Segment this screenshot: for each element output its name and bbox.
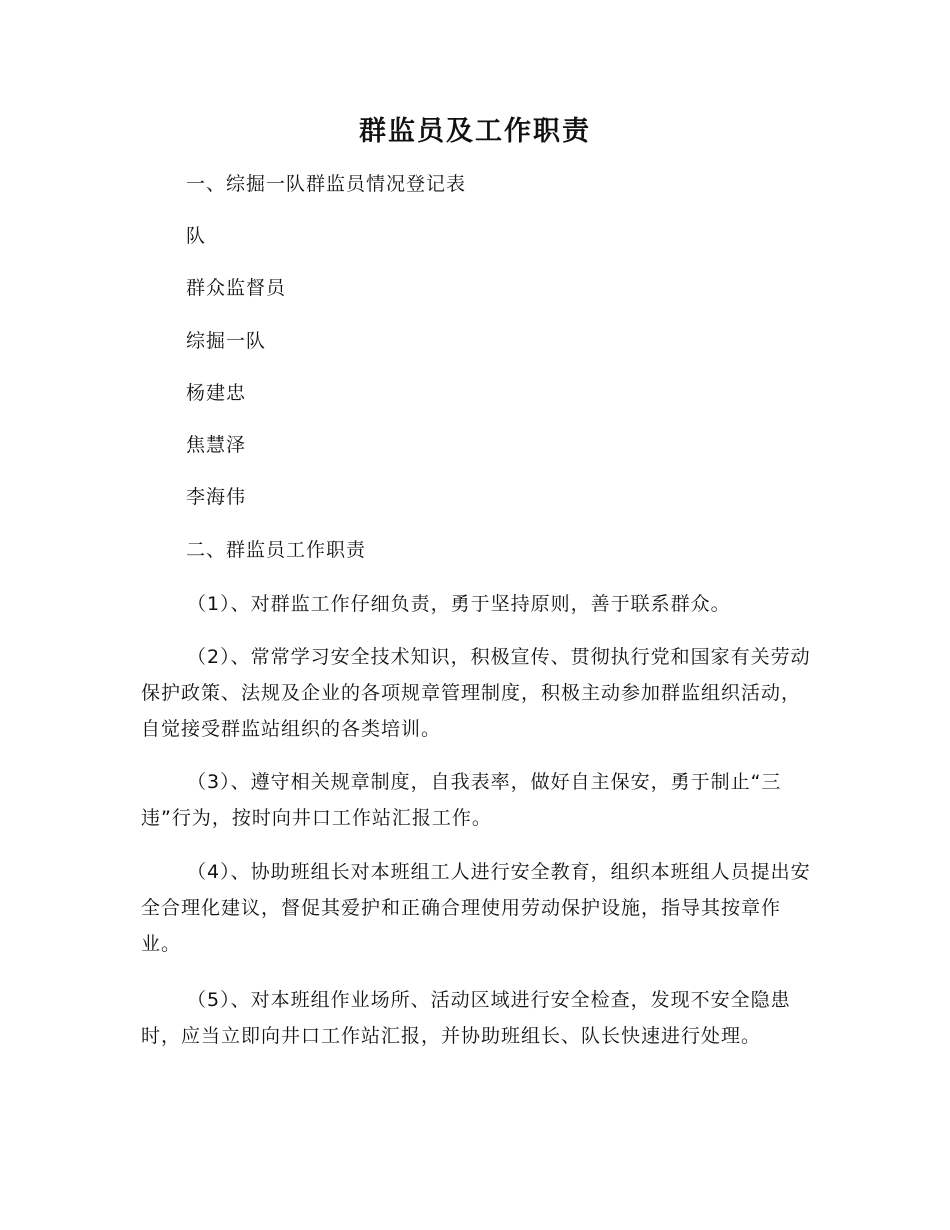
table-line-person: 杨建忠 [186, 382, 247, 404]
table-line-team-header: 队 [186, 225, 207, 247]
table-line-supervisor-header: 群众监督员 [186, 277, 287, 299]
duty-paragraph: （1）、对群监工作仔细负责，勇于坚持原则，善于联系群众。 [187, 593, 731, 615]
duty-paragraph: （2）、常常学习安全技术知识，积极宣传、贯彻执行党和国家有关劳动保护政策、法规及企业的各项规章管理制度，积极主动参加群监组织活动，自觉接受群监站组织的各类培训。 [141, 646, 811, 740]
duty-paragraph: （5）、对本班组作业场所、活动区域进行安全检查，发现不安全隐患时，应当立即向井口工作站汇报，并协助班组长、队长快速进行处理。 [141, 989, 791, 1047]
table-line-person: 焦慧泽 [186, 434, 247, 456]
document-title: 群监员及工作职责 [359, 116, 591, 147]
section-heading-duties: 二、群监员工作职责 [186, 539, 367, 561]
table-line-person: 李海伟 [186, 486, 247, 508]
duty-paragraph: （4）、协助班组长对本班组工人进行安全教育，组织本班组人员提出安全合理化建议，督促其爱护和正确合理使用劳动保护设施，指导其按章作业。 [141, 861, 811, 955]
table-line-team-name: 综掘一队 [186, 330, 267, 352]
section-heading-registration: 一、综掘一队群监员情况登记表 [186, 173, 467, 195]
duty-paragraph: （3）、遵守相关规章制度，自我表率，做好自主保安，勇于制止“三违”行为，按时向井口工作站汇报工作。 [141, 771, 782, 829]
